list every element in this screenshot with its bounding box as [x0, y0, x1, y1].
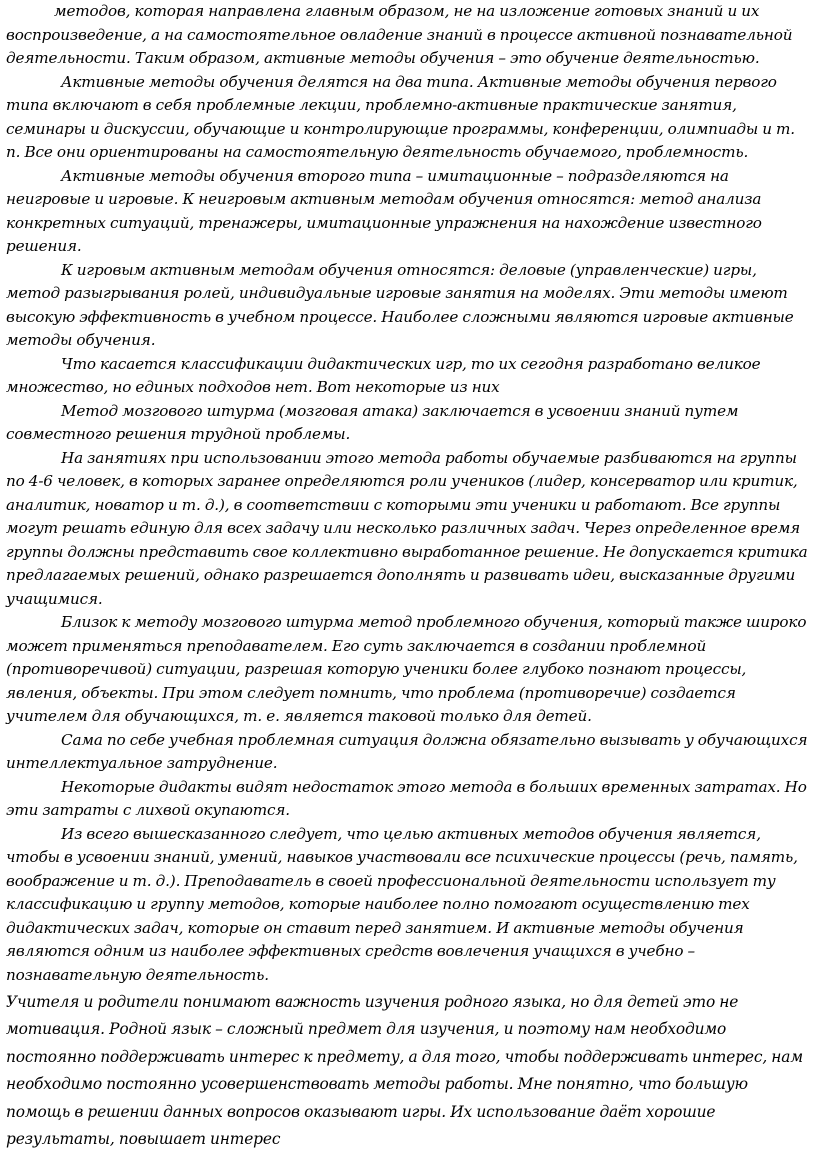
paragraph-4: К игровым активным методам обучения относятся: деловые (управленческие) игры, метод разыгрывания ролей, индивидуальные игровые занятия на моделях. Эти методы имеют высокую эффективность в учебном процессе. Наиболее сложными являются игровые активные методы обучения.	[6, 260, 794, 349]
document-page	[6, 0, 812, 1153]
paragraph-8: Близок к методу мозгового штурма метод проблемного обучения, который также широко может применяться преподавателем. Его суть заключается в создании проблемной (противоречивой) ситуации, разрешая которую ученики более глубоко познают процессы, явления, объекты. При этом следует помнить, что проблема (противоречие) создается учителем для обучающихся, т. е. является таковой только для детей.	[6, 613, 807, 725]
paragraph-11: Из всего вышесказанного следует, что целью активных методов обучения является, чтобы в усвоении знаний, умений, навыков участвовали все психические процессы (речь, память, воображение и т. д.). Преподаватель в своей профессиональной деятельности использует ту классификацию и группу методов, которые наиболее полно помогают осуществлению тех дидактических задач, которые он ставит перед занятием. И активные методы обучения являются одним из наиболее эффективных средств вовлечения учащихся в учебно – познавательную деятельность.	[6, 824, 798, 984]
paragraph-6: Метод мозгового штурма (мозговая атака) заключается в усвоении знаний путем совместного решения трудной проблемы.	[6, 401, 739, 443]
paragraph-12: Учителя и родители понимают важность изучения родного языка, но для детей это не мотивация. Родной язык – сложный предмет для изучения, и поэтому нам необходимо постоянно поддерживать интерес к предмету, а для того, чтобы поддерживать интерес, нам необходимо постоянно усовершенствовать методы работы. Мне понятно, что большую помощь в решении данных вопросов оказывают игры. Их использование даёт хорошие результаты, повышает интерес	[6, 993, 803, 1149]
paragraph-3: Активные методы обучения второго типа – имитационные – подразделяются на неигровые и игровые. К неигровым активным методам обучения относятся: метод анализа конкретных ситуаций, тренажеры, имитационные упражнения на нахождение известного решения.	[6, 166, 762, 255]
paragraph-7: На занятиях при использовании этого метода работы обучаемые разбиваются на группы по 4-6 человек, в которых заранее определяются роли учеников (лидер, консерватор или критик, аналитик, новатор и т. д.), в соответствии с которыми эти ученики и работают. Все группы могут решать единую для всех задачу или несколько различных задач. Через определенное время группы должны представить свое коллективно выработанное решение. Не допускается критика предлагаемых решений, однако разрешается дополнять и развивать идеи, высказанные другими учащимися.	[6, 448, 808, 608]
paragraph-9: Сама по себе учебная проблемная ситуация должна обязательно вызывать у обучающихся интеллектуальное затруднение.	[6, 730, 808, 772]
paragraph-5: Что касается классификации дидактических игр, то их сегодня разработано великое множество, но единых подходов нет. Вот некоторые из них	[6, 354, 761, 396]
paragraph-10: Некоторые дидакты видят недостаток этого метода в больших временных затратах. Но эти затраты с лихвой окупаются.	[6, 777, 807, 819]
paragraph-2: Активные методы обучения делятся на два типа. Активные методы обучения первого типа включают в себя проблемные лекции, проблемно-активные практические занятия, семинары и дискуссии, обучающие и контролирующие программы, конференции, олимпиады и т. п. Все они ориентированы на самостоятельную деятельность обучаемого, проблемность.	[6, 72, 795, 161]
paragraph-1: методов, которая направлена главным образом, не на изложение готовых знаний и их воспроизведение, а на самостоятельное овладение знаний в процессе активной познавательной деятельности. Таким образом, активные методы обучения – это обучение деятельностью.	[6, 2, 793, 67]
